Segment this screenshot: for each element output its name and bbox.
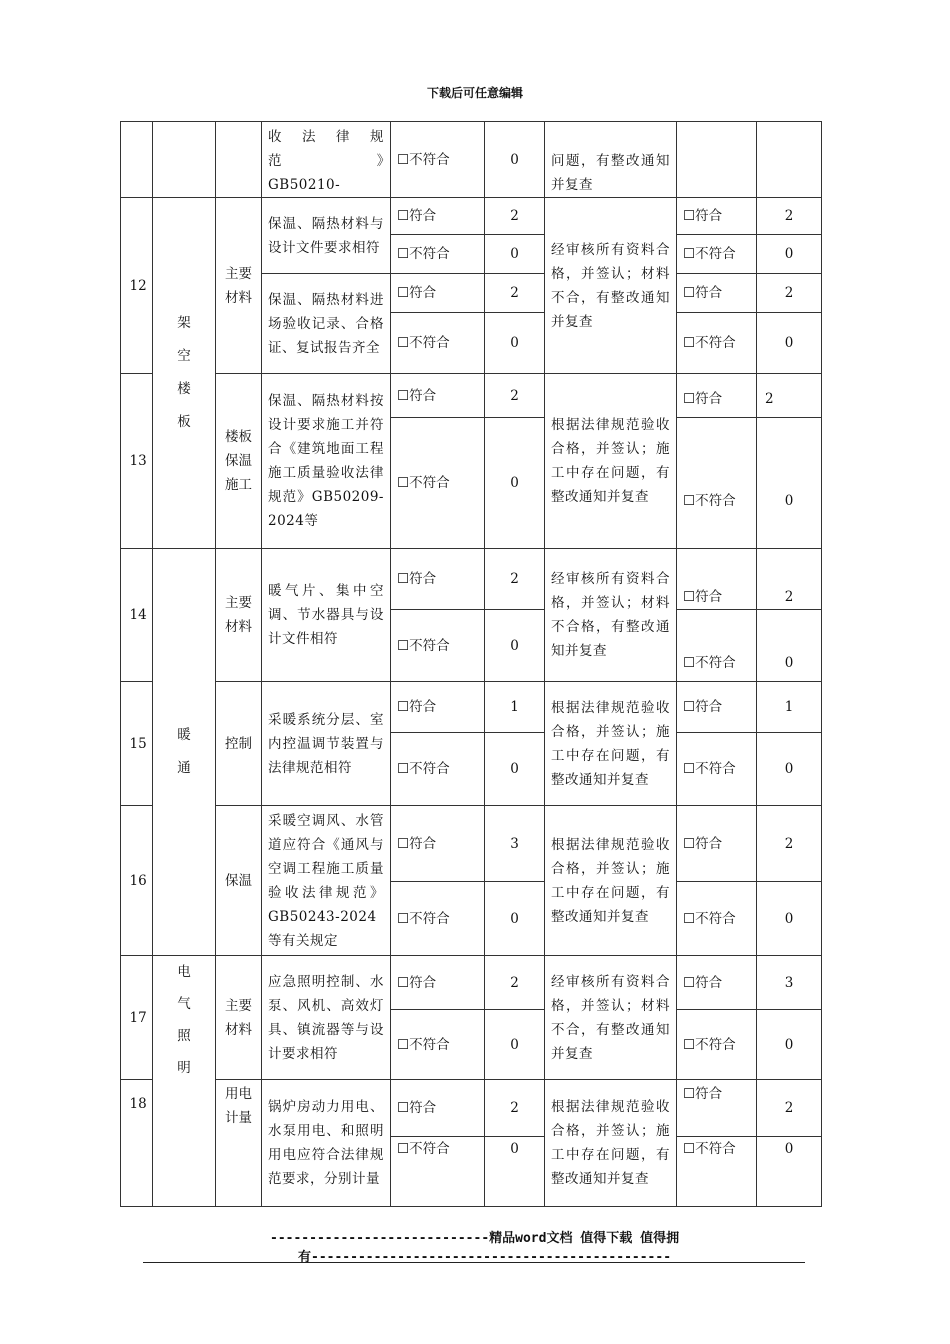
review-pass-count: 2 [757,198,822,235]
fail-checkbox[interactable]: ☐不符合 [391,235,485,274]
table-row [121,956,822,1010]
pass-checkbox[interactable]: ☐符合 [391,1080,485,1137]
remark: 根据法律规范验收合格，并签认；施工中存在问题，有整改通知并复查 [545,806,677,956]
table-row [121,198,822,235]
table-row [121,549,822,610]
review-pass-checkbox[interactable]: ☐符合 [677,274,757,313]
review-fail-count: 0 [757,235,822,274]
row-number: 15 [121,682,153,806]
row-number: 17 [121,956,153,1080]
pass-checkbox[interactable]: ☐符合 [391,682,485,733]
item-desc: 保温、隔热材料进场验收记录、合格证、复试报告齐全 [262,274,391,374]
review-pass-count: 2 [757,274,822,313]
review-pass-checkbox[interactable]: ☐符合 [677,1080,757,1137]
table-row [121,806,822,882]
pass-count: 2 [485,1080,545,1137]
pass-count: 3 [485,806,545,882]
review-pass-checkbox[interactable]: ☐符合 [677,549,757,610]
review-fail-count: 0 [757,882,822,956]
pass-checkbox[interactable]: ☐符合 [391,198,485,235]
pass-count: 2 [485,198,545,235]
fail-checkbox[interactable]: ☐不符合 [391,733,485,806]
pass-count: 1 [485,682,545,733]
remark: 经审核所有资料合格，并签认；材料不合，有整改通知并复查 [545,198,677,374]
review-fail-count: 0 [757,1010,822,1080]
pass-checkbox[interactable]: ☐符合 [391,274,485,313]
review-pass-count: 3 [757,956,822,1010]
category-label: 主要材料 [216,198,262,374]
fail-count: 0 [485,1010,545,1080]
fail-count: 0 [485,418,545,549]
review-fail-checkbox[interactable]: ☐不符合 [677,882,757,956]
review-pass-count: 2 [757,374,822,418]
fail-count: 0 [485,313,545,374]
review-fail-checkbox[interactable]: ☐不符合 [677,610,757,682]
fail-count: 0 [485,235,545,274]
footer-line-1: ----------------------------精品word文档 值得下载 值得拥 [270,1231,680,1246]
review-pass-checkbox[interactable]: ☐符合 [677,198,757,235]
category-label: 楼板保温施工 [216,374,262,549]
pass-count: 2 [485,956,545,1010]
pass-checkbox[interactable]: ☐符合 [391,956,485,1010]
fail-count: 0 [485,882,545,956]
table-row [121,122,822,198]
footer-line-2: 有---------------------------------------------- [298,1250,672,1265]
table-row [121,374,822,418]
item-desc: 采暖系统分层、室内控温调节装置与法律规范相符 [262,682,391,806]
fail-count: 0 [485,1137,545,1207]
fail-checkbox[interactable]: ☐不符合 [391,418,485,549]
review-pass-count: 2 [757,549,822,610]
remark: 经审核所有资料合格，并签认；材料不合格，有整改通知并复查 [545,549,677,682]
table-row [121,1080,822,1137]
row-number: 12 [121,198,153,374]
review-pass-checkbox[interactable]: ☐符合 [677,682,757,733]
review-fail-checkbox[interactable]: ☐不符合 [677,733,757,806]
review-fail-count: 0 [757,733,822,806]
pass-count: 2 [485,274,545,313]
fail-checkbox[interactable]: ☐不符合 [391,122,485,198]
review-pass-checkbox[interactable]: ☐符合 [677,956,757,1010]
remark: 根据法律规范验收合格，并签认；施工中存在问题，有整改通知并复查 [545,682,677,806]
category-label: 保温 [216,806,262,956]
item-desc: 锅炉房动力用电、水泵用电、和照明用电应符合法律规范要求，分别计量 [262,1080,391,1207]
fail-checkbox[interactable]: ☐不符合 [391,1137,485,1207]
category-label: 主要材料 [216,549,262,682]
row-number: 16 [121,806,153,956]
fail-count: 0 [485,610,545,682]
pass-checkbox[interactable]: ☐符合 [391,374,485,418]
fail-count: 0 [485,122,545,198]
item-desc: 应急照明控制、水泵、风机、高效灯具、镇流器等与设计要求相符 [262,956,391,1080]
review-fail-checkbox[interactable]: ☐不符合 [677,418,757,549]
row-number: 14 [121,549,153,682]
review-pass-count: 1 [757,682,822,733]
remark: 根据法律规范验收合格，并签认；施工中存在问题，有整改通知并复查 [545,1080,677,1207]
category-label: 用电计量 [216,1080,262,1207]
fail-checkbox[interactable]: ☐不符合 [391,610,485,682]
section-label: 电气照明 [153,956,216,1207]
review-pass-checkbox[interactable]: ☐符合 [677,806,757,882]
page-header: 下载后可任意编辑 [426,86,523,100]
review-fail-count: 0 [757,610,822,682]
item-desc: 暖气片、集中空调、节水器具与设计文件相符 [262,549,391,682]
pass-checkbox[interactable]: ☐符合 [391,549,485,610]
review-fail-count: 0 [757,418,822,549]
pass-count: 2 [485,549,545,610]
review-fail-count: 0 [757,1137,822,1207]
review-fail-checkbox[interactable]: ☐不符合 [677,1137,757,1207]
fail-checkbox[interactable]: ☐不符合 [391,882,485,956]
remark: 问题，有整改通知并复查 [545,122,677,198]
pass-checkbox[interactable]: ☐符合 [391,806,485,882]
fail-checkbox[interactable]: ☐不符合 [391,313,485,374]
item-desc: 保温、隔热材料与设计文件要求相符 [262,198,391,274]
remark: 根据法律规范验收合格，并签认；施工中存在问题，有整改通知并复查 [545,374,677,549]
section-label: 暖通 [153,549,216,956]
remark: 经审核所有资料合格，并签认；材料不合，有整改通知并复查 [545,956,677,1080]
row-number: 13 [121,374,153,549]
table-row [121,682,822,733]
item-desc: 保温、隔热材料按设计要求施工并符合《建筑地面工程施工质量验收法律规范》GB50209-2024等 [262,374,391,549]
category-label: 主要材料 [216,956,262,1080]
review-pass-checkbox[interactable]: ☐符合 [677,374,757,418]
review-fail-checkbox[interactable]: ☐不符合 [677,1010,757,1080]
footer-divider [143,1262,805,1263]
inspection-table [120,121,822,1207]
review-fail-checkbox[interactable]: ☐不符合 [677,235,757,274]
item-desc: 采暖空调风、水管道应符合《通风与空调工程施工质量验收法律规范》GB50243-2024等有关规定 [262,806,391,956]
fail-count: 0 [485,733,545,806]
row-number: 18 [121,1080,153,1207]
item-desc: 收 法 律 规 范 》 GB50210- [262,122,391,198]
review-fail-count: 0 [757,313,822,374]
review-fail-checkbox[interactable]: ☐不符合 [677,313,757,374]
pass-count: 2 [485,374,545,418]
review-pass-count: 2 [757,1080,822,1137]
fail-checkbox[interactable]: ☐不符合 [391,1010,485,1080]
category-label: 控制 [216,682,262,806]
review-pass-count: 2 [757,806,822,882]
section-label: 架空楼板 [153,198,216,549]
